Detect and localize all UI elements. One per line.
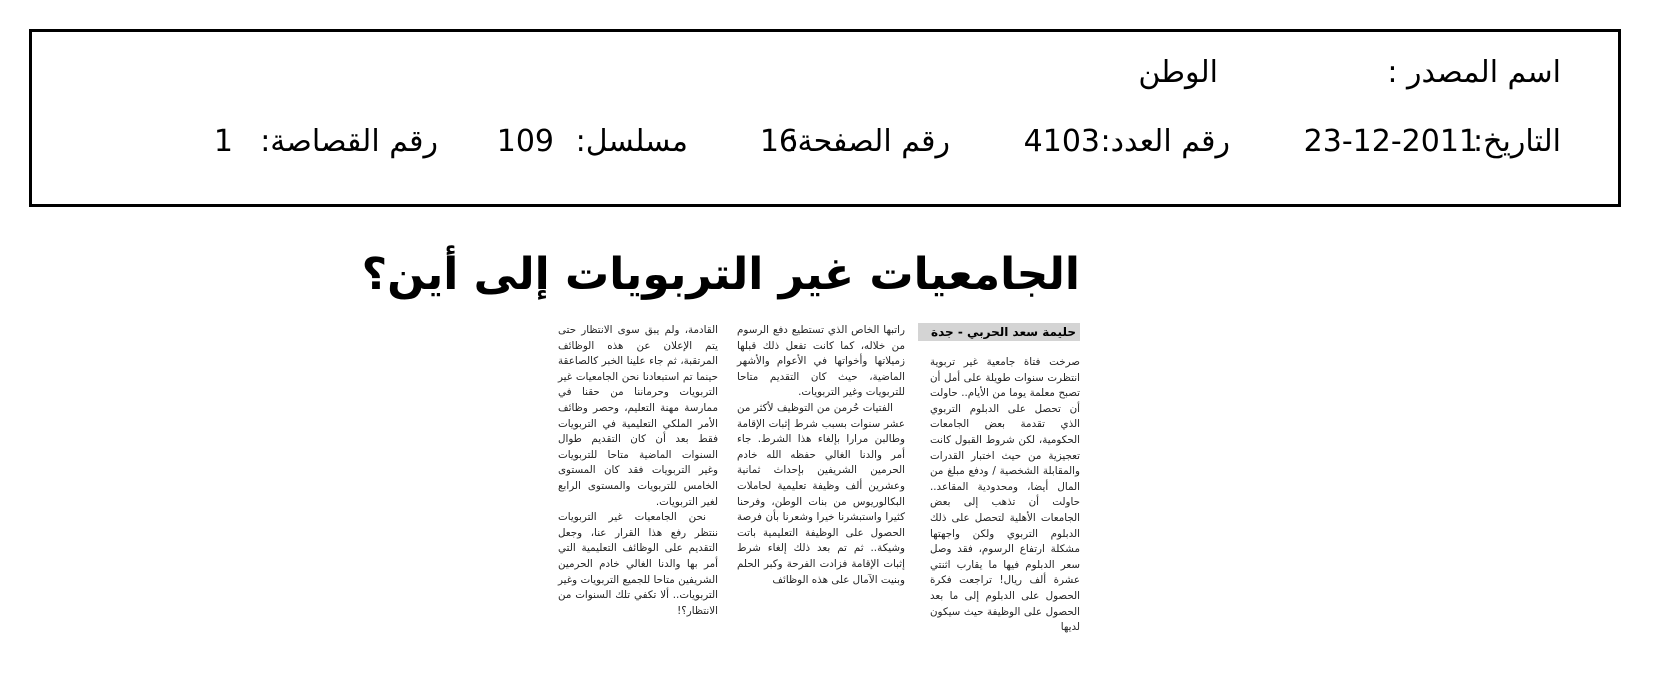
issue-label: رقم العدد: (1100, 124, 1230, 159)
paragraph: نحن الجامعيات غير التربويات ننتظر رفع هذا القرار عنا، وجعل التقديم على الوظائف التعليمية التي أمر بها والدنا الغالي خادم الحرمين الشريفين متاحا للجميع التربويات وغير التربويات.. ألا تكفي تلك السنوات من الانتظار؟! (558, 511, 718, 617)
serial-value: 109 (496, 124, 554, 159)
paragraph: راتبها الخاص الذي تستطيع دفع الرسوم من خلاله، كما كانت تفعل ذلك قبلها زميلاتها وأخواتها في الأعوام والأشهر الماضية، حيث كان التقديم متاحا للتربويات وغير التربويات. (737, 324, 905, 399)
page-label: رقم الصفحة: (787, 124, 950, 159)
clipping-metadata-box (29, 29, 1621, 207)
paragraph: صرخت فتاة جامعية غير تربوية انتظرت سنوات طويلة على أمل أن تصبح معلمة يوما من الأيام.. حاولت أن تحصل على الدبلوم التربوي الذي تقدمة بعض الجامعات الحكومية، لكن شروط القبول كانت تعجيزية من حيث اختبار القدرات والمقابلة الشخصية / ودفع مبلغ من المال أيضا، ومحدودية المقاعد.. حاولت أن تذهب إلى بعض الجامعات الأهلية لتحصل على ذلك الدبلوم التربوي ولكن واجهتها مشكلة ارتفاع الرسوم، فقد وصل سعر الدبلوم فيها ما يقارب اثنتي عشرة ألف ريال! تراجعت فكرة الحصول على الدبلوم إلى ما بعد الحصول على الوظيفة حيث سيكون لديها (930, 356, 1080, 634)
article-column-1 (930, 355, 1080, 636)
date-value: 23-12-2011 (1303, 124, 1478, 159)
article-headline: الجامعيات غير التربويات إلى أين؟ (361, 249, 1080, 300)
paragraph: القادمة، ولم يبق سوى الانتظار حتى يتم الإعلان عن هذه الوظائف المرتقبة، ثم جاء علينا الخبر كالصاعقة حينما تم استبعادنا نحن الجامعيات غير التربويات وحرماننا من حقنا في ممارسة مهنة التعليم، وحصر وظائف الأمر الملكي التعليمية في التربويات فقط بعد أن كان التقديم طوال السنوات الماضية متاحا للتربويات وغير التربويات فقد كان المستوى الخامس للتربويات والمستوى الرابع لغير التربويات. (558, 324, 718, 508)
source-value: الوطن (1138, 55, 1218, 90)
clipping-value: 1 (213, 124, 233, 159)
article-column-2 (737, 323, 905, 588)
serial-label: مسلسل: (575, 124, 688, 159)
date-label: التاريخ: (1473, 124, 1561, 159)
newspaper-article (361, 247, 1080, 667)
article-column-3 (558, 323, 718, 619)
issue-value: 4103 (1023, 124, 1100, 159)
article-byline: حليمة سعد الحربي - جدة (918, 323, 1080, 341)
clipping-label: رقم القصاصة: (260, 124, 438, 159)
source-label: اسم المصدر : (1387, 55, 1561, 90)
paragraph: الفتيات حُرمن من التوظيف لأكثر من عشر سنوات بسبب شرط إثبات الإقامة وطالبن مرارا بإلغاء هذا الشرط. جاء أمر والدنا الغالي حفظه الله خادم الحرمين الشريفين بإحداث ثمانية وعشرين ألف وظيفة تعليمية لحاملات البكالوريوس من بنات الوطن، وفرحنا كثيرا واستبشرنا خيرا وشعرنا بأن فرصة الحصول على الوظيفة التعليمية باتت وشيكة.. ثم تم بعد ذلك إلغاء شرط إثبات الإقامة فزادت الفرحة وكبر الحلم وبنيت الآمال على هذه الوظائف (737, 401, 905, 586)
page-value: 16 (759, 124, 798, 159)
